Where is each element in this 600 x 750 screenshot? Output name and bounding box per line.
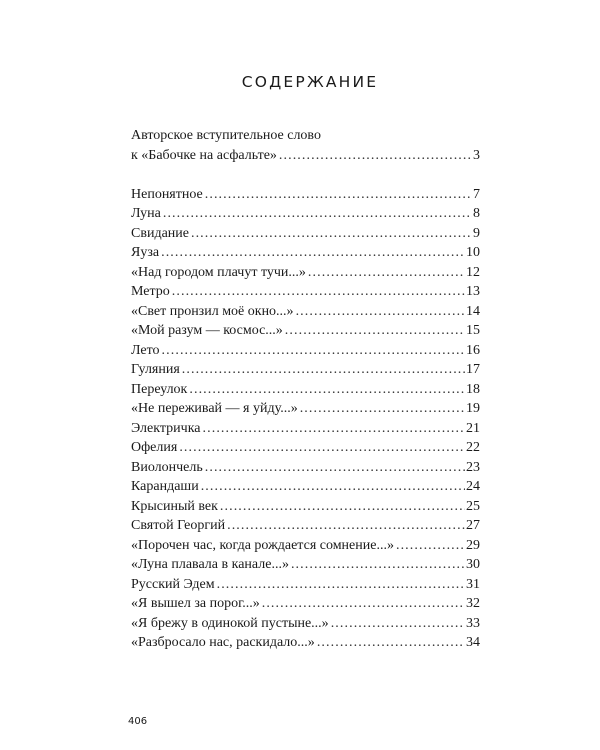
toc-entry [131, 575, 480, 595]
toc-entry-title: Метро [131, 284, 170, 299]
toc-entry [131, 497, 480, 517]
toc-entry-page: 25 [466, 498, 480, 514]
toc-entry-title: «Я вышел за порог...» [131, 596, 260, 611]
toc-entry [131, 614, 480, 634]
toc-entry [131, 594, 480, 614]
toc-dot-leader [162, 341, 465, 361]
toc-entry [131, 204, 480, 224]
toc-dot-leader [203, 419, 465, 439]
toc-entry-title: «Свет пронзил моё окно...» [131, 303, 294, 319]
toc-dot-leader [220, 497, 465, 517]
toc-entry-page: 3 [473, 147, 480, 163]
toc-dot-leader [205, 185, 472, 205]
toc-dot-leader [227, 516, 465, 536]
toc-entry [131, 458, 480, 478]
toc-dot-leader [205, 458, 465, 478]
toc-dot-leader [279, 146, 472, 166]
toc-entry-title: Виолончель [131, 459, 203, 475]
toc-dot-leader [161, 243, 465, 263]
toc-spacer [131, 165, 480, 185]
toc-entry-title: Электричка [131, 420, 201, 436]
toc-entry-title: Святой Георгий [131, 518, 226, 533]
toc-entry [131, 419, 480, 439]
toc-entry [131, 341, 480, 361]
toc-entry-title: Офелия [131, 440, 178, 455]
toc-entry-page: 10 [466, 245, 480, 260]
toc-entry-title: «Над городом плачут тучи...» [131, 264, 306, 280]
toc-entry-title: Русский Эдем [131, 576, 215, 592]
toc-dot-leader [296, 302, 465, 322]
toc-entry-page: 21 [466, 420, 480, 436]
toc-entry [131, 360, 480, 380]
toc-entry-page: 17 [466, 362, 480, 377]
toc-entry [131, 399, 480, 419]
toc-entry-page: 34 [466, 635, 480, 650]
toc-intro-entry [131, 146, 480, 166]
toc-entry-title: к «Бабочке на асфальте» [131, 147, 277, 163]
page-title: СОДЕРЖАНИЕ [241, 73, 379, 91]
toc-entry [131, 224, 480, 244]
toc-dot-leader [262, 594, 465, 614]
toc-entry-page: 7 [473, 186, 480, 202]
toc-entry-title: Крысиный век [131, 498, 218, 514]
toc-entry-page: 14 [466, 303, 480, 319]
toc-entry [131, 555, 480, 575]
toc-entry-page: 29 [466, 537, 480, 553]
toc-entry [131, 302, 480, 322]
toc-entry-page: 12 [466, 264, 480, 280]
toc-entry-page: 27 [466, 518, 480, 533]
toc-dot-leader [182, 360, 465, 380]
toc-dot-leader [308, 263, 465, 283]
toc-entry [131, 438, 480, 458]
toc-entry [131, 263, 480, 283]
toc-entry [131, 516, 480, 536]
toc-dot-leader [201, 477, 465, 497]
toc-entry [131, 633, 480, 653]
toc-dot-leader [172, 282, 465, 302]
toc-entry-page: 30 [466, 557, 480, 572]
toc-entry-title: Свидание [131, 225, 189, 241]
toc-entry-title: «Луна плавала в канале...» [131, 557, 289, 572]
toc-dot-leader [396, 536, 465, 556]
toc-entry-title: Гуляния [131, 362, 180, 377]
toc-entry [131, 282, 480, 302]
toc-entry-page: 24 [466, 479, 480, 494]
toc-dot-leader [217, 575, 465, 595]
toc-entry-page: 8 [473, 206, 480, 221]
toc-entry-title: «Мой разум — космос...» [131, 323, 283, 338]
toc-entry [131, 477, 480, 497]
toc-entry-title: Яуза [131, 245, 160, 260]
toc-entry-list [131, 185, 480, 653]
toc-entry-title: «Не переживай — я уйду...» [131, 401, 298, 416]
toc-dot-leader [163, 204, 472, 224]
toc-entry-page: 31 [466, 576, 480, 592]
toc-entry-title: «Разбросало нас, раскидало...» [131, 635, 315, 650]
toc-entry-title: «Я брежу в одинокой пустыне...» [131, 615, 329, 631]
toc-entry-page: 32 [466, 596, 480, 611]
toc-intro-line1: Авторское вступительное слово [131, 128, 321, 143]
toc-entry [131, 380, 480, 400]
toc-entry [131, 185, 480, 205]
toc-entry-page: 18 [466, 381, 480, 397]
toc-entry-page: 23 [466, 459, 480, 475]
toc-entry-title: Карандаши [131, 479, 199, 494]
toc-entry [131, 243, 480, 263]
toc-entry-title: Непонятное [131, 186, 203, 202]
toc-dot-leader [179, 438, 465, 458]
page-number: 406 [128, 716, 148, 727]
toc-dot-leader [189, 380, 465, 400]
toc-dot-leader [331, 614, 465, 634]
toc-dot-leader [291, 555, 465, 575]
toc-dot-leader [317, 633, 465, 653]
toc-entry-title: Лето [131, 342, 160, 358]
toc-dot-leader [300, 399, 465, 419]
toc-entry-title: Луна [131, 206, 161, 221]
toc-entry-page: 13 [466, 284, 480, 299]
toc-entry-page: 33 [466, 615, 480, 631]
toc-entry [131, 321, 480, 341]
toc-entry-title: Переулок [131, 381, 188, 397]
toc-entry-page: 22 [466, 440, 480, 455]
toc-entry-page: 16 [466, 342, 480, 358]
toc-dot-leader [285, 321, 465, 341]
table-of-contents [131, 126, 480, 653]
toc-entry-title: «Порочен час, когда рождается сомнение...» [131, 537, 394, 553]
toc-entry-page: 15 [466, 323, 480, 338]
toc-entry-page: 19 [466, 401, 480, 416]
toc-dot-leader [191, 224, 472, 244]
toc-entry-page: 9 [473, 225, 480, 241]
toc-entry [131, 536, 480, 556]
